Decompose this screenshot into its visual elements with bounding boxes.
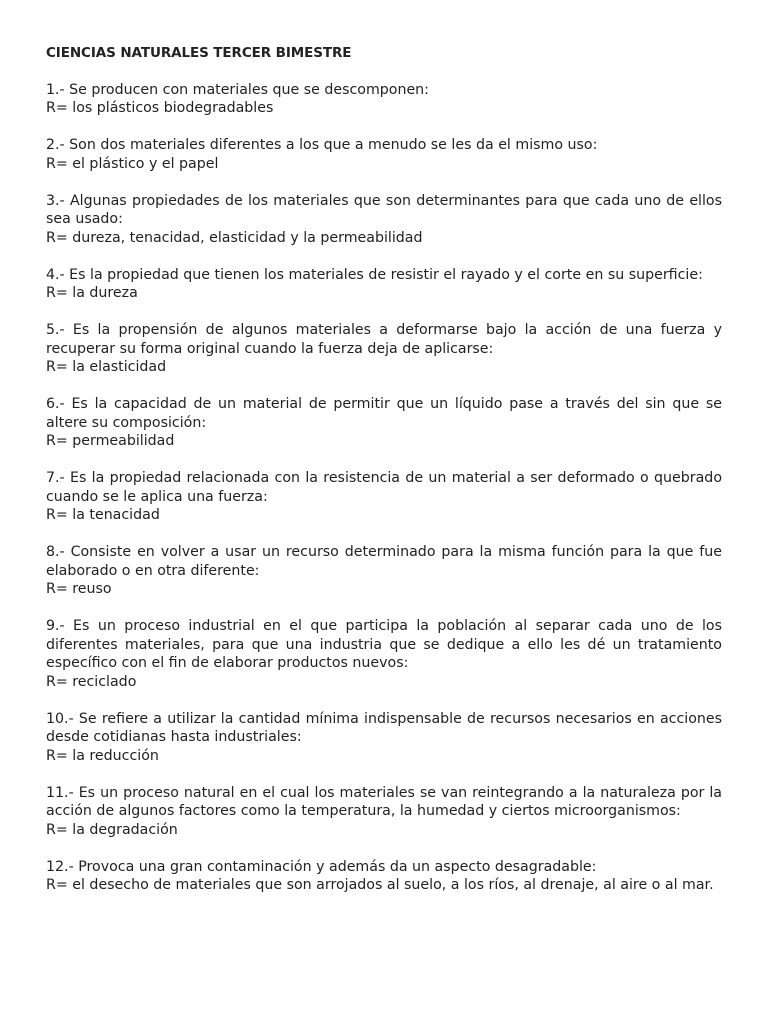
document-title: CIENCIAS NATURALES TERCER BIMESTRE [46,45,352,61]
qa-item-12 [46,858,722,895]
qa-item-10 [46,710,722,766]
qa-item-7 [46,469,722,525]
document-page [46,44,722,913]
question-text: 1.- Se producen con materiales que se descomponen: [46,81,429,98]
qa-item-2 [46,136,722,173]
qa-item-8 [46,543,722,599]
answer-text: R= el plástico y el papel [46,155,219,172]
answer-text: R= los plásticos biodegradables [46,100,274,116]
qa-item-9 [46,617,722,691]
qa-item-5 [46,321,722,377]
question-text: 8.- Consiste en volver a usar un recurso determinado para la misma función para la que fue elaborado o en otra diferente: [46,544,722,579]
question-text: 12.- Provoca una gran contaminación y además da un aspecto desagradable: [46,858,597,875]
answer-text: R= el desecho de materiales que son arrojados al suelo, a los ríos, al drenaje, al aire o al mar. [46,877,714,893]
question-text: 4.- Es la propiedad que tienen los materiales de resistir el rayado y el corte en su superficie: [46,266,703,283]
answer-text: R= la reducción [46,747,159,764]
answer-text: R= reciclado [46,673,137,690]
answer-text: R= la degradación [46,821,178,838]
question-text: 6.- Es la capacidad de un material de permitir que un líquido pase a través del sin que se altere su composición: [46,396,722,431]
answer-text: R= la dureza [46,285,138,301]
qa-item-3 [46,192,722,248]
answer-text: R= dureza, tenacidad, elasticidad y la permeabilidad [46,229,423,246]
question-text: 9.- Es un proceso industrial en el que participa la población al separar cada uno de los diferentes materiales, para que una industria que se dedique a ello les dé un tratamiento específico con el fin de elaborar productos nuevos: [46,618,722,671]
qa-item-6 [46,395,722,451]
question-text: 3.- Algunas propiedades de los materiales que son determinantes para que cada uno de ellos sea usado: [46,192,722,227]
question-text: 11.- Es un proceso natural en el cual los materiales se van reintegrando a la naturaleza por la acción de algunos factores como la temperatura, la humedad y ciertos microorganismos: [46,784,722,819]
answer-text: R= reuso [46,581,112,597]
answer-text: R= la elasticidad [46,359,167,375]
qa-item-1 [46,81,722,118]
qa-item-4 [46,266,722,303]
question-text: 10.- Se refiere a utilizar la cantidad mínima indispensable de recursos necesarios en acciones desde cotidianas hasta industriales: [46,710,722,745]
question-text: 5.- Es la propensión de algunos materiales a deformarse bajo la acción de una fuerza y recuperar su forma original cuando la fuerza deja de aplicarse: [46,322,722,357]
question-text: 7.- Es la propiedad relacionada con la resistencia de un material a ser deformado o quebrado cuando se le aplica una fuerza: [46,470,722,505]
answer-text: R= permeabilidad [46,433,175,449]
question-text: 2.- Son dos materiales diferentes a los que a menudo se les da el mismo uso: [46,137,598,153]
qa-item-11 [46,784,722,840]
answer-text: R= la tenacidad [46,507,160,523]
